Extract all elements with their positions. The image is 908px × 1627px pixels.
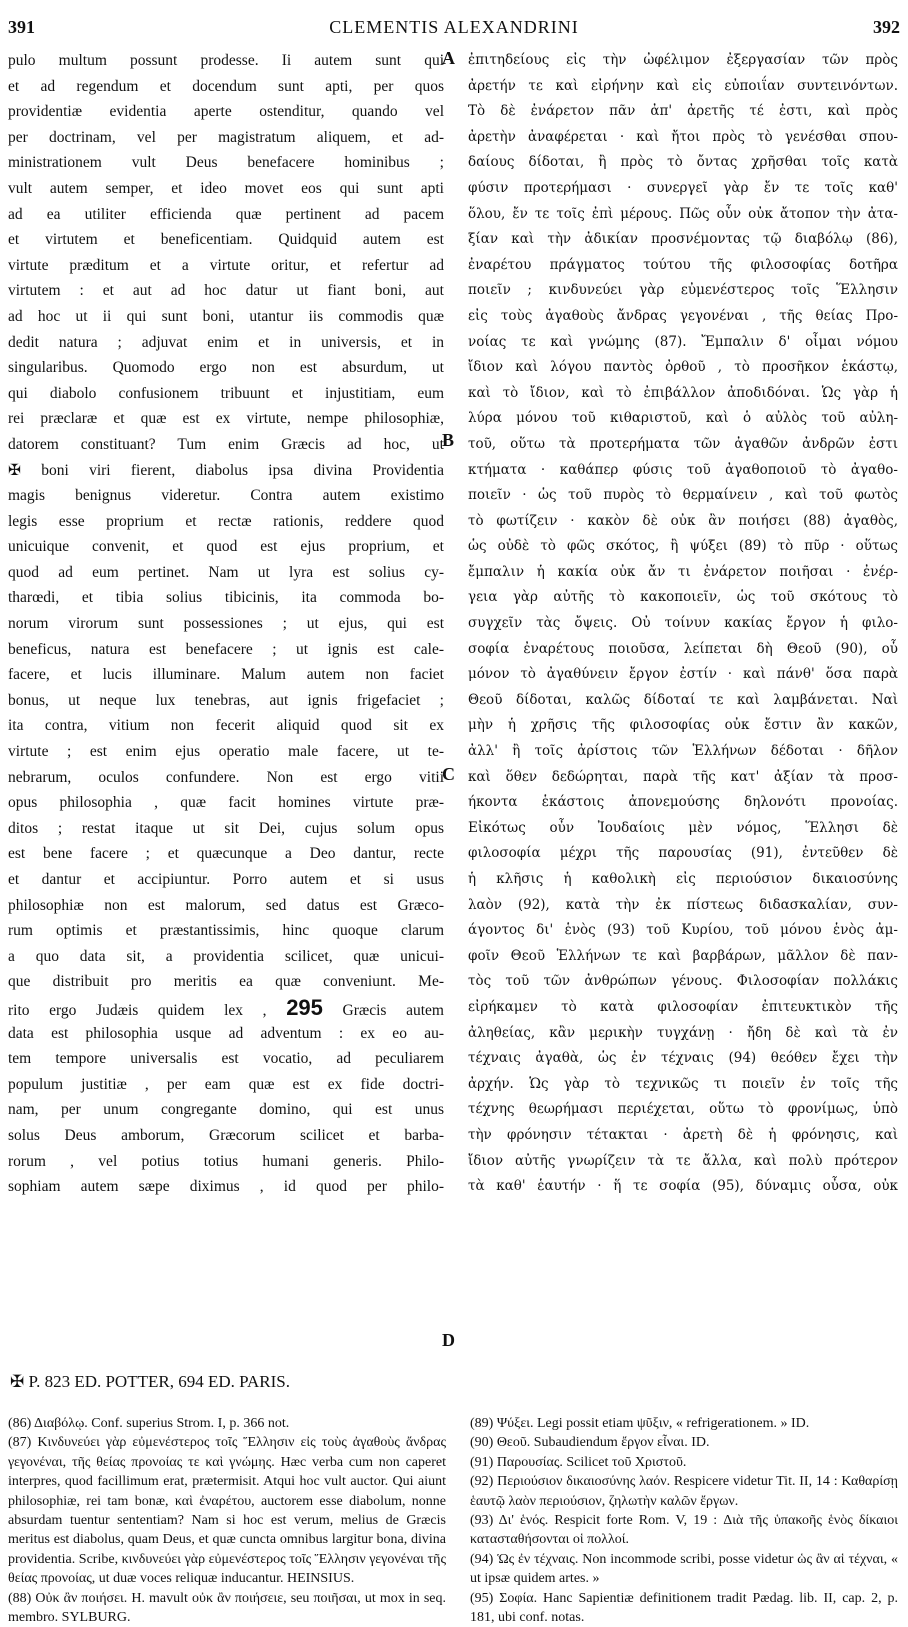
section-marker-d: D <box>442 1330 455 1350</box>
text-line: dedit natura ; adjuvat enim et in universis, et in <box>8 333 444 351</box>
text-line: Τὸ δὲ ἐνάρετον πᾶν ἀπ' ἀρετῆς τέ ἐστι, καὶ πρὸς <box>468 103 898 120</box>
footnote: (87) Κινδυνεύει γὰρ εὐμενέστερος τοῖς Ἕλλησιν εἰς τοὺς ἀγαθοὺς ἄνδρας γεγονέναι, τῆς θείας προνοίας τε καὶ γνώμης. Hæc verba cum non caperet interpres, quod facillimum erat, prætermisit. Atqui hoc vult auctor. Qui aiunt philosophiæ, rei tam bonæ, καὶ ἐναρέτου, auctorem esse diabolum, nonne absurdam tuentur sententiam? Nam si hoc est verum, melius de Græcis meritus est diabolus, quam Deus, et quæ cuncta omnibus largitur bona, divina providentia. Scribe, κινδυνεύει γὰρ εὐμενέστερος τοῖς Ἕλλησιν γεγονέναι τῆς θείας προνοίας, ut duæ voces reliquæ inducantur. HEINSIUS. <box>8 1435 446 1587</box>
text-line: τέχναις ἀγαθὰ, ὡς ἐν τέχναις (94) θεόθεν ἔχει τὴν <box>468 1050 898 1067</box>
text-line: ἀλλ' ἢ τοῖς ἀρίστοις τῶν Ἑλλήνων δέδοται · δῆλον <box>468 743 898 760</box>
text-line: ministrationem vult Deus benefacere hominibus ; <box>8 154 444 172</box>
text-line: tem tempore universalis est vocatio, ad peculiarem <box>8 1050 444 1068</box>
footnote: (88) Οὐκ ἂν ποιήσει. H. mavult οὐκ ἂν ποιήσειε, seu ποιῆσαι, ut mox in seq. membro. SYLBURG. <box>8 1590 446 1626</box>
text-line: philosophiæ non est malorum, sed datus est Græco- <box>8 896 444 914</box>
text-line: data est philosophia usque ad adventum : ex eo au- <box>8 1024 444 1042</box>
text-line: ήκοντα ἑκάστοις ἀπονεμούσης δηλονότι προνοίας. <box>468 794 898 811</box>
latin-column <box>8 48 444 1200</box>
text-line: legis esse proprium et rectæ rationis, reddere quod <box>8 512 444 530</box>
right-page-number: 392 <box>872 16 900 37</box>
text-line: ἴδιον καὶ λόγου παντὸς ὀρθοῦ , τὸ προσῆκον ἑκάστῳ, <box>468 359 898 376</box>
text-line: sophiam autem sæpe diximus , id quod per philo- <box>8 1178 444 1196</box>
edition-note: ✠ P. 823 ED. POTTER, 694 ED. PARIS. <box>10 1372 290 1391</box>
text-line: σοφία ἐναρέτους ποιοῦσα, λείπεται δὴ Θεοῦ (90), οὗ <box>468 640 898 657</box>
footnote: (93) Δι' ἑνός. Respicit forte Rom. V, 19 : Διὰ τῆς ὑπακοῆς ἑνὸς δίκαιοι κατασταθήσονται οἱ πολλοί. <box>470 1513 898 1548</box>
text-line: populum justitiæ , per eam quæ est ex fide doctri- <box>8 1075 444 1093</box>
footnote: (89) Ψύξει. Legi possit etiam ψῦξιν, « refrigerationem. » ID. <box>470 1416 810 1431</box>
text-line: ἐναρέτου πράγματος τούτου τῆς φιλοσοφίας δοτῆρα <box>468 256 898 273</box>
text-line: tharœdi, et tibia solius tibicinis, ita commoda bo- <box>8 589 444 607</box>
left-page-number: 391 <box>8 16 35 37</box>
text-line: datorem constituant? Tum enim Græcis ad hoc, ut <box>8 435 444 453</box>
text-line: beneficus, natura est benefacere ; ut ignis est cale- <box>8 640 444 658</box>
text-line: providentiæ evidentia aperte ostenditur, quando vel <box>8 103 444 121</box>
text-line: quod ad eum pertinet. Nam ut lyra est solius cy- <box>8 563 444 581</box>
text-line: φύσιν προτερήμασι · συνεργεῖ γὰρ ἔν τε τοῖς καθ' <box>468 179 898 196</box>
text-line: εἰς τοὺς ἀγαθοὺς ἄνδρας γεγονέναι , τῆς θείας Προ- <box>468 307 898 324</box>
text-line: Θεοῦ δίδοται, καλῶς δίδοταί τε καὶ λαμβάνεται. Ναὶ <box>468 691 898 708</box>
text-line: rei præclaræ et quæ est ex virtute, nempe philosophiæ, <box>8 410 444 428</box>
text-line: ἴδιον αὐτῆς γνωρίζειν τὰ τε ἄλλα, καὶ πολὺ πρότερον <box>468 1152 898 1169</box>
text-line: ἀρετήν τε καὶ εἰρήνην καὶ εἰς εὐποιΐαν συντεινόντων. <box>468 77 898 94</box>
text-line: singularibus. Quomodo ergo non est absurdum, ut <box>8 359 444 377</box>
text-line: ad hoc ut ii qui sunt boni, utantur iis commodis quæ <box>8 307 444 325</box>
text-line: ποιεῖν ; κινδυνεύει γὰρ εὐμενέστερος τοῖς Ἕλλησιν <box>468 282 898 299</box>
text-line: et ad regendum et docendum sunt apti, per quos <box>8 77 444 95</box>
text-line: λύρα μόνου τοῦ κιθαριστοῦ, καὶ ὁ αὐλὸς τοῦ αὐλη- <box>468 410 898 427</box>
text-line: ἔμπαλιν ἡ κακία οὐκ ἄν τι ἐνάρετον ποιῆσαι · ἐνέρ- <box>468 563 898 580</box>
section-marker-b: B <box>442 430 455 450</box>
text-line: virtute præditum et a virtute oritur, et refertur ad <box>8 256 444 274</box>
text-line: τὸ φωτίζειν · κακὸν δὲ οὐκ ἂν ποιήσει (88) ἀγαθὸς, <box>468 512 898 529</box>
footnotes-right <box>470 1414 898 1627</box>
text-line: καὶ τὸ ἴδιον, καὶ τὸ ἐπιβάλλον ἀποδιδόναι. Ὡς γὰρ ἡ <box>468 384 898 401</box>
text-line: unicuique convenit, et quod est ejus proprium, et <box>8 538 444 556</box>
text-line: καὶ ὅθεν δεδώρηται, παρὰ τῆς κατ' ἀξίαν τὰ προσ- <box>468 768 898 785</box>
text-line: pulo multum possunt prodesse. Ii autem sunt qui <box>8 52 444 69</box>
text-segment: rito ergo Judæis quidem lex , <box>8 1001 287 1019</box>
text-line: τοῦ, οὕτω τὰ προτερήματα τῶν ἀγαθῶν ἀνδρῶν ἐστι <box>468 435 898 452</box>
text-line: ξίαν καὶ τὴν ἀδικίαν προσνέμοντας τῷ διαβόλῳ (86), <box>468 231 898 248</box>
text-line: ita contra, vitium non fecerit aliquid quod sit ex <box>8 717 444 735</box>
text-line: magis benignus videretur. Contra autem existimo <box>8 487 444 505</box>
text-line: ἐπιτηδείους εἰς τὴν ὠφέλιμον ἐξεργασίαν τῶν πρὸς <box>468 52 898 68</box>
footnote: (94) Ὡς ἐν τέχναις. Non incommode scribi, posse videtur ὡς ἂν αἱ τέχναι, « ut ipsæ quidem artes. » <box>470 1551 898 1587</box>
text-line: et virtutem et beneficentiam. Quidquid autem est <box>8 231 444 249</box>
footnote: (92) Περιούσιον δικαιοσύνης λαόν. Respicere videtur Tit. II, 14 : Καθαρίσῃ ἑαυτῷ λαὸν περιούσιον, ζηλωτὴν καλῶν ἔργων. <box>470 1474 898 1509</box>
greek-column <box>468 48 898 1200</box>
text-line: μόνον τὸ ἀγαθύνειν ἔργον ἐστίν · καὶ πάνθ' ὅσα παρὰ <box>468 666 898 683</box>
section-marker-a: A <box>442 48 455 68</box>
footnote: (95) Σοφία. Hanc Sapientiæ definitionem tradit Pædag. lib. II, cap. 2, p. 181, ubi conf. notas. <box>470 1590 898 1626</box>
text-line: norum virorum sunt possessiones ; ut ejus, qui est <box>8 615 444 633</box>
running-header <box>8 12 900 42</box>
text-line: ✠ boni viri fierent, diabolus ipsa divina Providentia <box>8 461 444 479</box>
running-title: CLEMENTIS ALEXANDRINI <box>329 16 579 37</box>
text-line: a quo data sit, a providentia scilicet, quæ unicui- <box>8 947 444 965</box>
text-line: άγοντος δι' ἑνὸς (93) τοῦ Κυρίου, τοῦ μόνου ἑνὸς ἀμ- <box>468 922 898 939</box>
text-line: facere, et lucis illuminare. Malum autem non faciet <box>8 666 444 684</box>
text-line-with-column-number <box>8 995 444 1021</box>
text-line: τὰ καθ' ἑαυτήν · ἥ τε σοφία (95), δύναμις οὖσα, οὐκ <box>468 1178 898 1195</box>
text-line: opus philosophia , quæ facit homines virtute præ- <box>8 794 444 812</box>
text-line: φιλοσοφία μέχρι τῆς παρουσίας (91), ἐντεῦθεν δὲ <box>468 845 898 862</box>
text-line: vult autem semper, et ideo movet eos qui sunt apti <box>8 179 444 197</box>
text-line: κτήματα · καθάπερ φύσις τοῦ ἀγαθοποιοῦ τὸ ἀγαθο- <box>468 461 898 478</box>
text-line: νοίας τε καὶ γνώμης (87). Ἔμπαλιν δ' οἶμαι νόμου <box>468 333 898 350</box>
text-line: qui diabolo confusionem tribuunt et injustitiam, eum <box>8 384 444 402</box>
text-line: τὸς τοῦ τῶν ἀνθρώπων γένους. Φιλοσοφίαν πολλάκις <box>468 973 898 990</box>
column-number: 295 <box>286 994 323 1020</box>
text-line: et dantur et accipiuntur. Porro autem et si usus <box>8 871 444 888</box>
text-segment: Græcis autem <box>322 1001 444 1019</box>
text-line: ditos ; restat itaque ut sit Dei, cujus solum opus <box>8 819 444 837</box>
footnote: (91) Παρουσίας. Scilicet τοῦ Χριστοῦ. <box>470 1454 687 1470</box>
text-line: solus Deus amborum, Græcorum scilicet et barba- <box>8 1126 444 1144</box>
text-line: Εἰκότως οὖν Ἰουδαίοις μὲν νόμος, Ἕλλησι δὲ <box>468 819 898 836</box>
text-line: rorum , vel potius totius humani generis. Philo- <box>8 1152 444 1170</box>
text-line: bonus, ut neque lux tenebras, aut ignis frigefaciet ; <box>8 691 444 709</box>
text-line: μὴν ἡ χρῆσις τῆς φιλοσοφίας οὐκ ἔστιν ἂν κακῶν, <box>468 717 898 734</box>
text-line: nam, per unum congregante domino, qui est unus <box>8 1101 444 1119</box>
text-line: ποιεῖν · ὡς τοῦ πυρὸς τὸ θερμαίνειν , καὶ τοῦ φωτὸς <box>468 487 898 504</box>
text-line: est bene facere ; et quæcunque a Deo dantur, recte <box>8 845 444 863</box>
text-line: ad ea utiliter efficienda quæ pertinent ad pacem <box>8 205 444 223</box>
text-line: ἀληθείας, κἂν μερικὴν τυγχάνῃ · ἤδη δὲ καὶ τὰ ἐν <box>468 1024 898 1041</box>
text-line: φοῖν Θεοῦ Ἑλλήνων τε καὶ βαρβάρων, μᾶλλον δὲ παν- <box>468 947 898 964</box>
text-line: virtute ; est enim ejus operatio male facere, ut te- <box>8 743 444 761</box>
section-marker-c: C <box>442 764 455 784</box>
text-line: λαὸν (92), κατὰ τὴν ἐκ πίστεως διδασκαλίαν, συν- <box>468 896 898 913</box>
footnotes-left <box>8 1414 446 1627</box>
footnote: (86) Διαβόλῳ. Conf. superius Strom. I, p. 366 not. <box>8 1416 290 1431</box>
text-line: δαίους δίδοται, ἢ πρὸς τὸ ὄντας χρῆσθαι τοῖς κατὰ <box>468 154 898 171</box>
text-line: γεια γὰρ αὐτῆς τὸ κακοποιεῖν, ὡς τοῦ σκότους τὸ <box>468 589 898 606</box>
text-line: ἡ κλῆσις ἡ καθολικὴ εἰς περιούσιον δικαιοσύνης <box>468 871 898 887</box>
text-line: εἰρήκαμεν τὸ κατὰ φιλοσοφίαν ἐπιτευκτικὸν τῆς <box>468 998 898 1015</box>
text-line: τέχνης θεωρήμασι περιέχεται, οὕτω τὸ φρονίμως, ὑπὸ <box>468 1101 898 1118</box>
text-line: nebrarum, oculos confundere. Non est ergo vitii <box>8 768 444 786</box>
text-line: per doctrinam, vel per magistratum aliquem, et ad- <box>8 128 444 146</box>
text-line: τὴν φρόνησιν τέτακται · ἀρετὴ δὲ ἡ φρόνησις, καὶ <box>468 1126 898 1143</box>
text-line: ὡς οὐδὲ τὸ φῶς σκότος, ἢ ψύξει (89) τὸ πῦρ · οὕτως <box>468 538 898 555</box>
text-line: ἀρχήν. Ὡς γὰρ τὸ τεχνικῶς τι ποιεῖν ἐν τοῖς τῆς <box>468 1075 898 1092</box>
text-line: que distribuit pro meritis ea quæ conveniunt. Me- <box>8 973 444 991</box>
text-line: ὅλου, ἔν τε τοῖς ἐπὶ μέρους. Πῶς οὖν οὐκ ἄτοπον τὴν ἀτα- <box>468 205 898 222</box>
footnote: (90) Θεοῦ. Subaudiendum ἔργον εἶναι. ID. <box>470 1435 710 1451</box>
text-line: rum optimis et præstantissimis, hinc quoque clarum <box>8 922 444 940</box>
text-line: συγχεῖν τὰς ὄψεις. Οὐ τοίνυν κακίας ἔργον ἡ φιλο- <box>468 615 898 632</box>
text-line: virtutem : et aut ad hoc datur ut fiant boni, aut <box>8 282 444 300</box>
text-line: ἀρετὴν ἀναφέρεται · καὶ ἤτοι πρὸς τὸ γενέσθαι σπου- <box>468 128 898 145</box>
